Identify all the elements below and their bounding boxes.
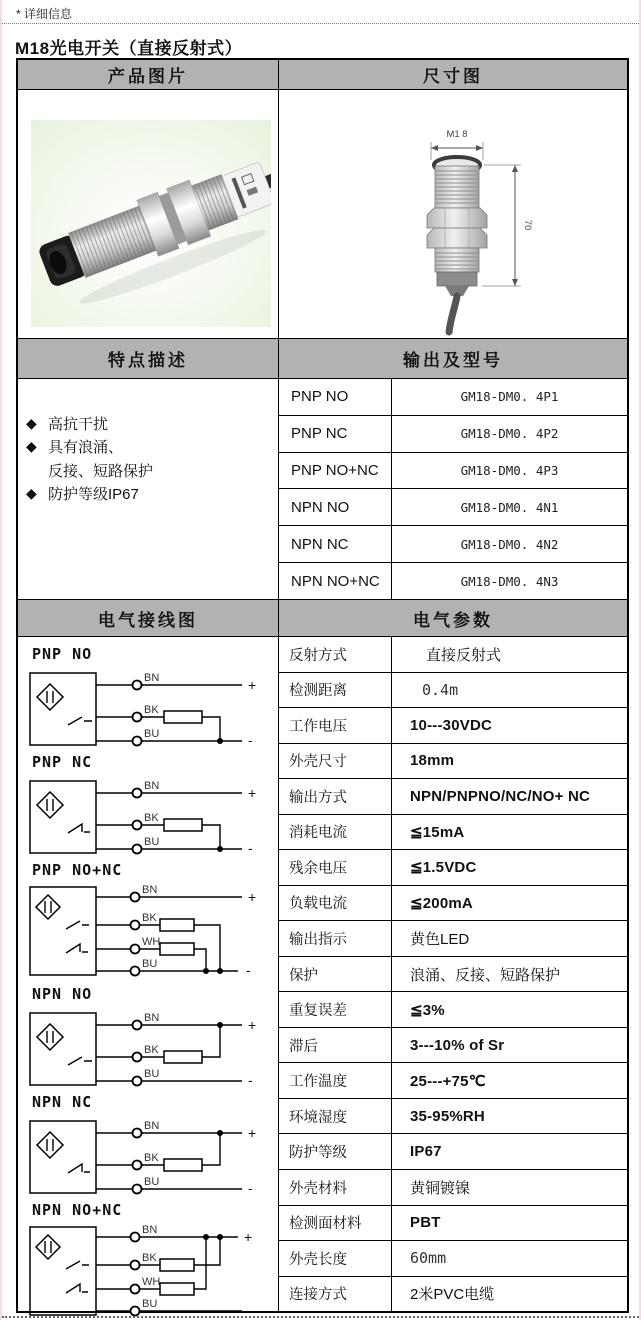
model-row — [279, 563, 627, 599]
param-value: 25---+75℃ — [410, 1072, 486, 1090]
svg-text:+: + — [244, 1229, 253, 1245]
param-label: 外壳尺寸 — [279, 744, 392, 779]
svg-text:+: + — [248, 677, 257, 693]
wiring-diagram-npn-no — [24, 1003, 274, 1091]
wiring-title-pnp-nc: PNP NC — [32, 753, 93, 771]
dim-height-label: 70 — [522, 219, 533, 231]
feature-item — [26, 413, 278, 436]
param-row — [279, 1241, 627, 1277]
param-value: 2米PVC电缆 — [410, 1286, 495, 1304]
param-value: 直接反射式 — [426, 646, 502, 664]
param-row — [279, 1063, 627, 1099]
param-label: 检测距离 — [279, 673, 392, 708]
feature-item — [26, 483, 278, 506]
param-row — [279, 1028, 627, 1064]
svg-text:WH: WH — [142, 1276, 161, 1288]
param-row — [279, 708, 627, 744]
param-label: 连接方式 — [279, 1277, 392, 1312]
top-dotted-divider — [2, 23, 641, 24]
header-wiring: 电气接线图 — [18, 600, 279, 637]
model-output-type: NPN NO+NC — [279, 563, 392, 599]
svg-text:BK: BK — [144, 812, 159, 824]
model-output-type: PNP NO — [279, 379, 392, 415]
param-label: 消耗电流 — [279, 815, 392, 850]
svg-text:BK: BK — [142, 1252, 157, 1264]
wiring-diagram-npn-no-nc — [24, 1219, 274, 1320]
svg-text:BU: BU — [144, 1068, 160, 1080]
param-value: 黄色LED — [410, 931, 470, 949]
svg-text:BN: BN — [142, 884, 158, 896]
dim-width-label: M1 8 — [446, 129, 468, 140]
param-label: 保护 — [279, 957, 392, 992]
param-value: IP67 — [410, 1143, 442, 1161]
svg-text:WH: WH — [142, 936, 161, 948]
param-row — [279, 921, 627, 957]
svg-text:BU: BU — [144, 1176, 160, 1188]
svg-text:-: - — [248, 732, 253, 748]
param-value: 浪涌、反接、短路保护 — [410, 966, 561, 984]
diamond-bullet-icon: ◆ — [26, 438, 37, 455]
param-label: 残余电压 — [279, 850, 392, 885]
svg-text:+: + — [248, 1125, 257, 1141]
wiring-diagram-pnp-nc — [24, 771, 274, 859]
param-row — [279, 1277, 627, 1312]
param-row — [279, 779, 627, 815]
svg-text:+: + — [248, 785, 257, 801]
wiring-title-npn-nc: NPN NC — [32, 1093, 93, 1111]
features-list — [18, 379, 278, 506]
param-label: 负载电流 — [279, 886, 392, 921]
param-row — [279, 1134, 627, 1170]
param-value: ≦1.5VDC — [410, 859, 477, 877]
model-output-type: NPN NO — [279, 489, 392, 525]
diamond-bullet-icon: ◆ — [26, 484, 37, 501]
svg-text:BU: BU — [142, 1298, 158, 1310]
svg-text:-: - — [246, 962, 251, 978]
param-label: 工作温度 — [279, 1063, 392, 1098]
param-row — [279, 1170, 627, 1206]
param-label: 重复误差 — [279, 992, 392, 1027]
diamond-bullet-icon: ◆ — [26, 415, 37, 431]
param-row — [279, 992, 627, 1028]
feature-text: 具有浪涌、 — [48, 439, 124, 457]
svg-text:BN: BN — [144, 672, 160, 684]
svg-text:BN: BN — [144, 1120, 160, 1132]
svg-text:-: - — [248, 840, 253, 856]
param-row — [279, 1206, 627, 1242]
model-row — [279, 526, 627, 563]
param-value: 10---30VDC — [410, 716, 493, 734]
model-number: GM18-DM0. 4N2 — [460, 536, 559, 552]
param-row — [279, 886, 627, 922]
svg-text:BK: BK — [144, 704, 159, 716]
param-row — [279, 957, 627, 993]
svg-text:BU: BU — [144, 836, 160, 848]
feature-text: 高抗干扰 — [48, 416, 109, 433]
wiring-diagram-pnp-no — [24, 663, 274, 751]
spec-table — [16, 58, 629, 1313]
model-number: GM18-DM0. 4N3 — [460, 573, 559, 589]
param-row — [279, 1099, 627, 1135]
wiring-title-npn-no: NPN NO — [32, 985, 93, 1003]
param-label: 输出方式 — [279, 779, 392, 814]
feature-text: 反接、短路保护 — [48, 462, 154, 480]
product-photo-cell — [18, 90, 279, 339]
model-output-type: PNP NO+NC — [279, 453, 392, 489]
param-label: 反射方式 — [279, 637, 392, 672]
svg-text:BU: BU — [144, 728, 160, 740]
param-label: 检测面材料 — [279, 1206, 392, 1241]
model-number: GM18-DM0. 4P2 — [460, 426, 559, 442]
wiring-cell — [18, 637, 279, 1311]
dimension-drawing — [279, 90, 627, 339]
param-value: 18mm — [410, 752, 455, 770]
param-value: NPN/PNPNO/NC/NO+ NC — [410, 787, 591, 805]
detail-info-note: * 详细信息 — [16, 7, 73, 21]
model-output-type: PNP NC — [279, 416, 392, 452]
param-value: 35-95%RH — [410, 1107, 485, 1125]
param-value: 3---10% of Sr — [410, 1036, 505, 1054]
svg-text:BK: BK — [142, 912, 157, 924]
param-value: 黄铜镀镍 — [410, 1179, 471, 1197]
param-row — [279, 815, 627, 851]
svg-text:-: - — [248, 1180, 253, 1196]
param-value: ≦200mA — [410, 894, 473, 912]
svg-text:BU: BU — [142, 958, 158, 970]
wiring-diagram-pnp-no-nc — [24, 879, 274, 983]
wiring-title-pnp-no-nc: PNP NO+NC — [32, 861, 123, 879]
param-row — [279, 850, 627, 886]
bottom-dotted-divider — [2, 1316, 641, 1318]
wiring-diagram-npn-nc — [24, 1111, 274, 1199]
param-table — [279, 637, 627, 1311]
model-number: GM18-DM0. 4N1 — [460, 499, 559, 515]
svg-text:+: + — [248, 889, 257, 905]
model-table — [279, 379, 627, 600]
param-label: 外壳材料 — [279, 1170, 392, 1205]
model-output-type: NPN NC — [279, 526, 392, 562]
param-value: PBT — [410, 1214, 441, 1232]
feature-item-continuation — [26, 460, 278, 483]
header-dimension: 尺寸图 — [279, 60, 627, 90]
param-value: ≦15mA — [410, 823, 465, 841]
header-output-model: 输出及型号 — [279, 339, 627, 379]
svg-text:BK: BK — [144, 1152, 159, 1164]
param-value: 60mm — [410, 1249, 447, 1268]
svg-text:-: - — [248, 1072, 253, 1088]
feature-text: 防护等级IP67 — [48, 485, 139, 503]
svg-text:BN: BN — [142, 1224, 158, 1236]
svg-text:BN: BN — [144, 1012, 160, 1024]
param-row — [279, 673, 627, 709]
svg-text:+: + — [248, 1017, 257, 1033]
svg-text:BN: BN — [144, 780, 160, 792]
model-row — [279, 453, 627, 490]
header-product-image: 产品图片 — [18, 60, 279, 90]
param-label: 防护等级 — [279, 1134, 392, 1169]
param-label: 环境湿度 — [279, 1099, 392, 1134]
model-row — [279, 379, 627, 416]
model-number: GM18-DM0. 4P1 — [460, 389, 559, 405]
product-photo — [18, 90, 279, 339]
feature-item — [26, 436, 278, 459]
param-value: ≦3% — [410, 1001, 445, 1019]
features-cell — [18, 379, 279, 600]
param-label: 外壳长度 — [279, 1241, 392, 1276]
param-label: 滞后 — [279, 1028, 392, 1063]
dimension-cell — [279, 90, 627, 339]
model-row — [279, 489, 627, 526]
wiring-title-npn-no-nc: NPN NO+NC — [32, 1201, 123, 1219]
param-label: 工作电压 — [279, 708, 392, 743]
page-title: M18光电开关（直接反射式） — [15, 39, 243, 58]
model-number: GM18-DM0. 4P3 — [460, 463, 559, 479]
param-row — [279, 637, 627, 673]
header-features: 特点描述 — [18, 339, 279, 379]
param-row — [279, 744, 627, 780]
param-value: 0.4m — [422, 680, 459, 699]
svg-text:BK: BK — [144, 1044, 159, 1056]
param-label: 输出指示 — [279, 921, 392, 956]
wiring-title-pnp-no: PNP NO — [32, 645, 93, 663]
header-electrical: 电气参数 — [279, 600, 627, 637]
model-row — [279, 416, 627, 453]
